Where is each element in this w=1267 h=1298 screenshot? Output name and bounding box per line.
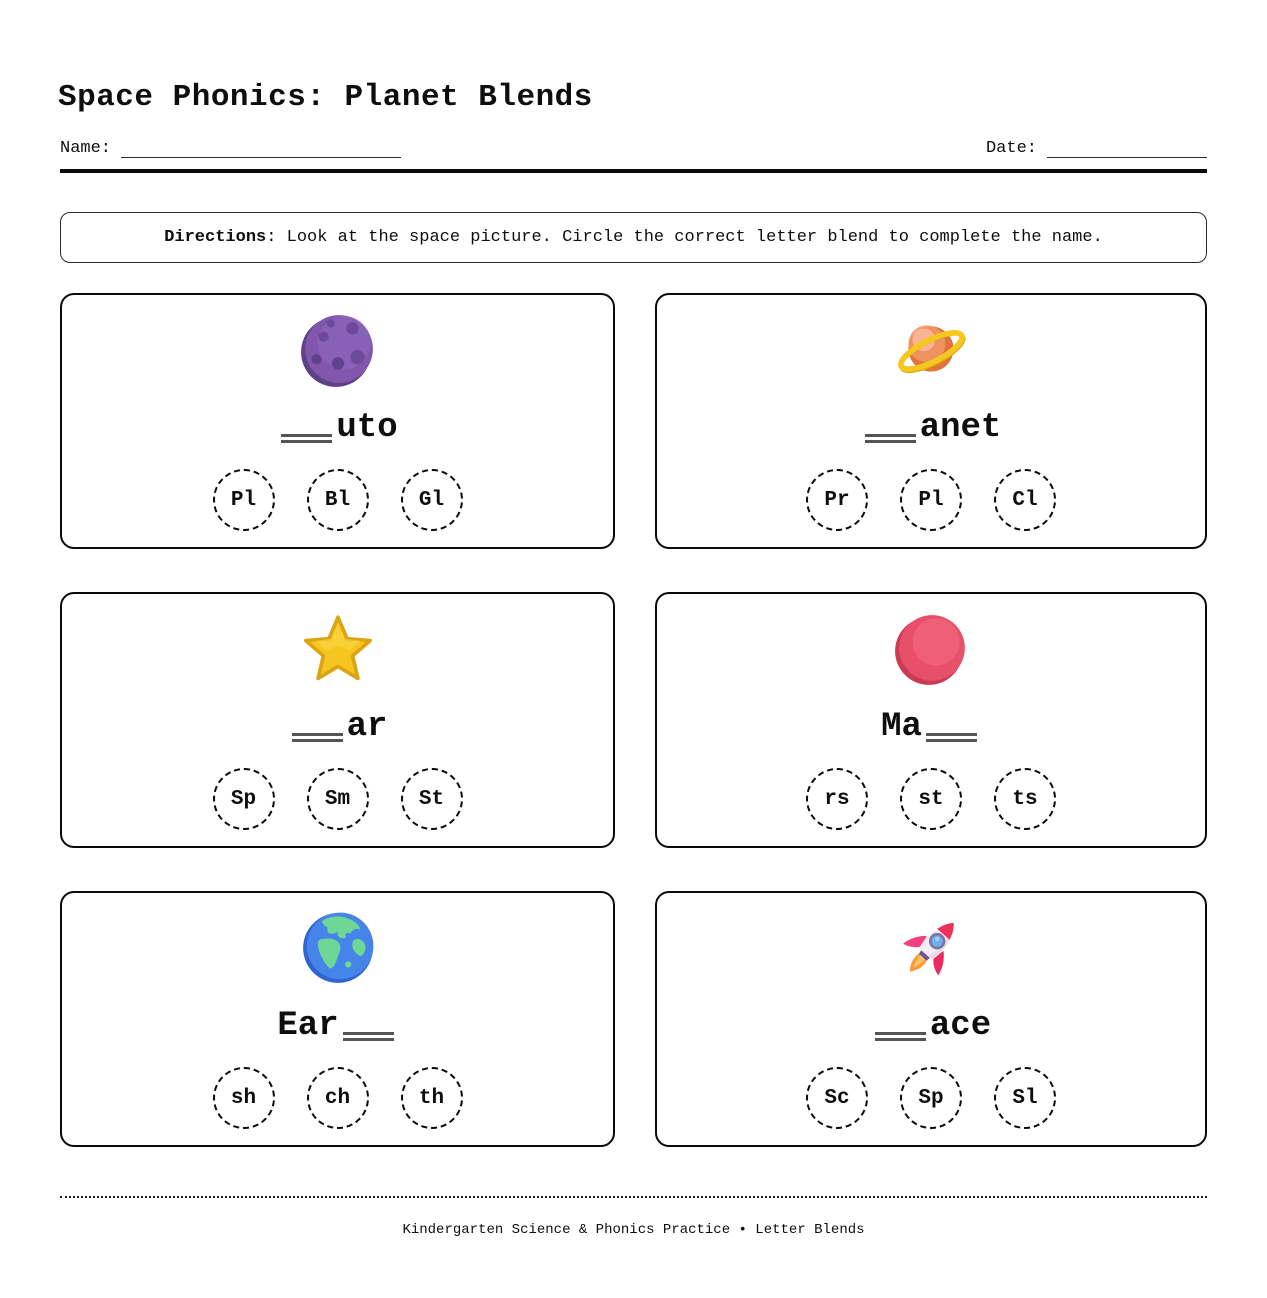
options-row bbox=[213, 1067, 463, 1129]
name-label: Name: bbox=[60, 138, 112, 158]
phonics-card-earth bbox=[60, 891, 615, 1147]
option-label: ts bbox=[1012, 787, 1038, 811]
options-row bbox=[213, 768, 463, 830]
option-circle[interactable] bbox=[994, 469, 1056, 531]
options-row bbox=[806, 768, 1056, 830]
option-label: Pr bbox=[824, 488, 850, 512]
option-circle[interactable] bbox=[401, 1067, 463, 1129]
word-with-blank bbox=[881, 710, 981, 744]
letter-blank bbox=[873, 1009, 928, 1043]
letter-blank bbox=[863, 411, 918, 445]
name-group bbox=[60, 137, 401, 158]
letter-blank bbox=[290, 710, 345, 744]
date-group bbox=[986, 137, 1207, 158]
phonics-card-star bbox=[60, 592, 615, 848]
option-circle[interactable] bbox=[213, 768, 275, 830]
option-label: Sp bbox=[918, 1086, 944, 1110]
option-circle[interactable] bbox=[307, 768, 369, 830]
rocket-icon bbox=[892, 909, 970, 987]
name-input-line[interactable] bbox=[121, 137, 401, 158]
option-label: Sm bbox=[324, 787, 351, 811]
word-text: ace bbox=[929, 1007, 992, 1045]
option-label: st bbox=[918, 787, 944, 811]
option-label: Pl bbox=[918, 488, 944, 512]
option-circle[interactable] bbox=[213, 1067, 275, 1129]
option-circle[interactable] bbox=[900, 469, 962, 531]
option-circle[interactable] bbox=[806, 469, 868, 531]
option-label: Gl bbox=[418, 488, 445, 512]
star-icon bbox=[299, 610, 377, 688]
option-circle[interactable] bbox=[307, 469, 369, 531]
ringed-planet-icon bbox=[892, 311, 970, 389]
word-with-blank bbox=[871, 1009, 991, 1043]
letter-blank bbox=[924, 710, 979, 744]
options-row bbox=[213, 469, 463, 531]
option-label: Pl bbox=[230, 488, 257, 512]
word-text: Ma bbox=[881, 708, 922, 746]
directions-label: Directions bbox=[164, 228, 267, 247]
word-with-blank bbox=[277, 1009, 397, 1043]
header-divider bbox=[60, 169, 1207, 173]
footer-divider bbox=[60, 1196, 1207, 1198]
option-label: rs bbox=[824, 787, 850, 811]
footer-text: Kindergarten Science & Phonics Practice • Letter Blends bbox=[402, 1222, 865, 1238]
phonics-card-space bbox=[655, 891, 1207, 1147]
date-label: Date: bbox=[985, 138, 1037, 158]
page-title: Space Phonics: Planet Blends bbox=[58, 80, 593, 115]
options-row bbox=[806, 1067, 1056, 1129]
word-text: uto bbox=[336, 409, 398, 447]
word-with-blank bbox=[861, 411, 1002, 445]
card-grid bbox=[60, 293, 1207, 1147]
option-circle[interactable] bbox=[307, 1067, 369, 1129]
option-label: Sc bbox=[824, 1086, 850, 1110]
option-circle[interactable] bbox=[994, 1067, 1056, 1129]
option-circle[interactable] bbox=[900, 1067, 962, 1129]
date-input-line[interactable] bbox=[1047, 137, 1207, 158]
option-circle[interactable] bbox=[401, 768, 463, 830]
name-date-row bbox=[60, 137, 1207, 158]
earth-icon bbox=[299, 909, 377, 987]
phonics-card-mars bbox=[655, 592, 1207, 848]
letter-blank bbox=[279, 411, 334, 445]
option-label: Sp bbox=[230, 787, 257, 811]
directions-box bbox=[60, 212, 1207, 263]
red-planet-icon bbox=[892, 610, 970, 688]
option-circle[interactable] bbox=[900, 768, 962, 830]
word-text: Ear bbox=[277, 1007, 339, 1045]
option-circle[interactable] bbox=[806, 1067, 868, 1129]
letter-blank bbox=[341, 1009, 396, 1043]
option-circle[interactable] bbox=[994, 768, 1056, 830]
option-circle[interactable] bbox=[213, 469, 275, 531]
phonics-card-planet bbox=[655, 293, 1207, 549]
purple-planet-icon bbox=[299, 311, 377, 389]
option-label: ch bbox=[324, 1086, 351, 1110]
word-text: ar bbox=[346, 708, 388, 746]
options-row bbox=[806, 469, 1056, 531]
option-circle[interactable] bbox=[806, 768, 868, 830]
option-label: Sl bbox=[1012, 1086, 1038, 1110]
option-label: Cl bbox=[1012, 488, 1038, 512]
word-with-blank bbox=[277, 411, 397, 445]
word-with-blank bbox=[288, 710, 388, 744]
word-text: anet bbox=[919, 409, 1002, 447]
option-label: th bbox=[418, 1086, 445, 1110]
option-label: St bbox=[418, 787, 445, 811]
option-circle[interactable] bbox=[401, 469, 463, 531]
option-label: sh bbox=[230, 1086, 257, 1110]
option-label: Bl bbox=[324, 488, 351, 512]
phonics-card-pluto bbox=[60, 293, 615, 549]
directions-text: : Look at the space picture. Circle the correct letter blend to complete the name. bbox=[266, 228, 1103, 247]
